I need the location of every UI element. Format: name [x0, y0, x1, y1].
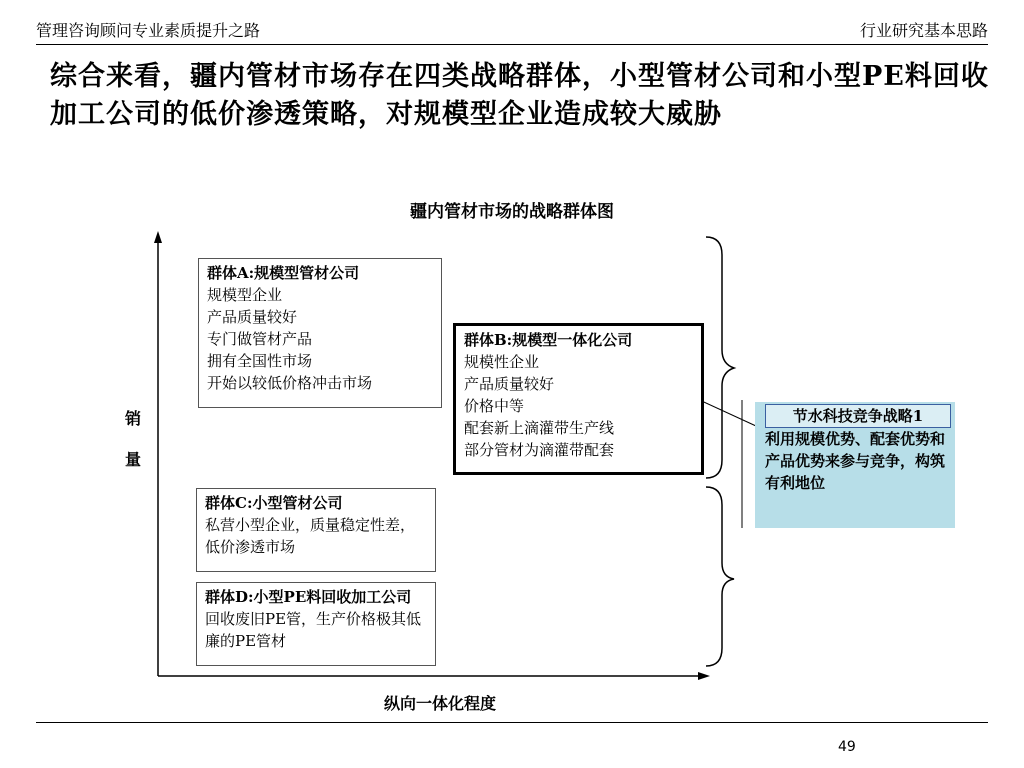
upper-brace — [706, 237, 734, 478]
group-d-box — [196, 582, 436, 666]
strategy-title: 节水科技竞争战略1 — [765, 404, 951, 428]
footer-divider — [36, 722, 988, 723]
group-a-box — [198, 258, 442, 408]
group-a-title: 群体A:规模型管材公司 — [207, 264, 360, 282]
header-left-text: 管理咨询顾问专业素质提升之路 — [36, 21, 261, 40]
group-a-line: 开始以较低价格冲击市场 — [207, 374, 373, 392]
x-axis-label: 纵向一体化程度 — [383, 694, 496, 713]
group-b-line: 部分管材为滴灌带配套 — [464, 441, 615, 459]
group-b-title: 群体B:规模型一体化公司 — [464, 331, 633, 349]
group-d-title: 群体D:小型PE料回收加工公司 — [205, 588, 412, 606]
group-a-line: 规模型企业 — [207, 286, 283, 304]
slide-title: 综合来看，疆内管材市场存在四类战略群体，小型管材公司和小型PE料回收加工公司的低价渗透策略，对规模型企业造成较大威胁 — [50, 61, 989, 130]
y-axis-label-1: 销 — [124, 409, 141, 428]
group-c-title: 群体C:小型管材公司 — [205, 494, 343, 512]
strategy-box — [755, 402, 955, 528]
x-axis-arrow — [698, 672, 710, 680]
diagram-title: 疆内管材市场的战略群体图 — [410, 202, 614, 222]
group-c-text: 私营小型企业，质量稳定性差，低价渗透市场 — [205, 516, 416, 556]
group-c-box — [196, 488, 436, 572]
group-b-line: 价格中等 — [464, 397, 525, 415]
page-number: 49 — [838, 739, 856, 755]
lower-brace — [706, 487, 734, 666]
y-axis-label-2: 量 — [124, 450, 141, 469]
y-axis-arrow — [154, 231, 162, 243]
header-right-text: 行业研究基本思路 — [859, 21, 988, 40]
group-b-line: 配套新上滴灌带生产线 — [464, 419, 615, 437]
group-a-line: 拥有全国性市场 — [207, 352, 313, 370]
group-a-line: 产品质量较好 — [207, 308, 298, 326]
group-a-line: 专门做管材产品 — [207, 330, 313, 348]
group-b-line: 产品质量较好 — [464, 375, 555, 393]
group-b-line: 规模性企业 — [464, 353, 540, 371]
strategy-body: 利用规模优势、配套优势和产品优势来参与竞争，构筑有利地位 — [765, 430, 946, 492]
group-b-box — [453, 323, 704, 475]
group-d-text: 回收废旧PE管，生产价格极其低廉的PE管材 — [205, 610, 422, 650]
